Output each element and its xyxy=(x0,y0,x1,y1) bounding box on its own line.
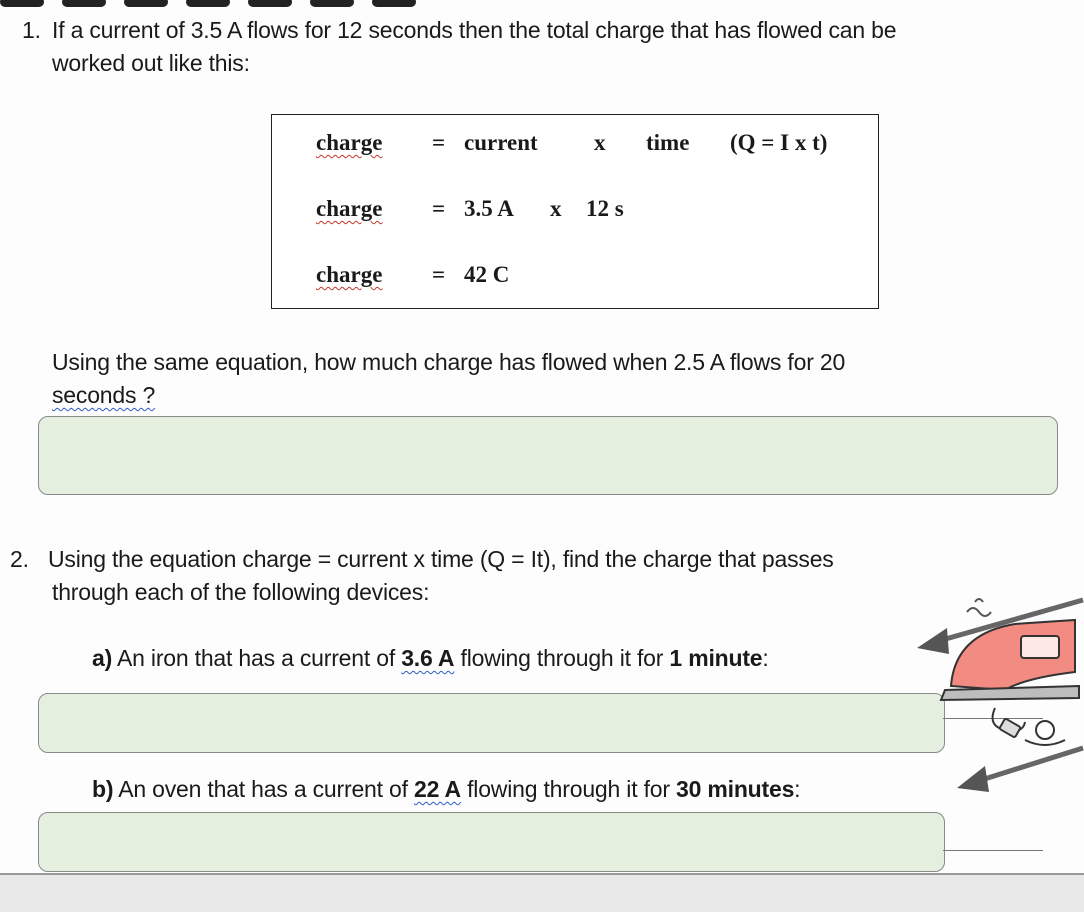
row1-equals: = xyxy=(432,130,446,155)
q2a-current-value: 3.6 A xyxy=(401,645,455,671)
q1-text-line1: If a current of 3.5 A flows for 12 seconds then the total charge that has flowed can be xyxy=(52,17,897,43)
q2-text-line1: Using the equation charge = current x time (Q = It), find the charge that passes xyxy=(48,546,834,572)
worked-example-box xyxy=(271,114,879,309)
q2b-time-value: 30 minutes xyxy=(676,776,795,802)
q2b-answer-box[interactable] xyxy=(38,812,945,872)
row2-equals: = xyxy=(432,196,446,221)
q2b-text-mid: flowing through it for xyxy=(460,776,677,802)
q2-text-line2: through each of the following devices: xyxy=(52,579,430,605)
row1-times: x xyxy=(594,130,606,155)
row1-time: time xyxy=(646,130,690,155)
row1-lhs: charge xyxy=(316,130,383,155)
row3-equals: = xyxy=(432,262,446,287)
q1-answer-box[interactable] xyxy=(38,416,1058,495)
q2b-label: b) xyxy=(92,776,114,802)
q1-question-line1: Using the same equation, how much charge has flowed when 2.5 A flows for 20 xyxy=(52,349,846,375)
q2b-text-pre: An oven that has a current of xyxy=(113,776,414,802)
iron-illustration xyxy=(905,590,1084,870)
q1-text-line2: worked out like this: xyxy=(52,50,250,76)
footer-strip xyxy=(0,873,1084,912)
q1-question-line2: seconds ? xyxy=(52,382,156,408)
q2a-answer-box[interactable] xyxy=(38,693,945,753)
q2b-text-end: : xyxy=(794,776,801,802)
row2-time: 12 s xyxy=(586,196,624,221)
arrow-icon xyxy=(957,748,1083,792)
q2b-prompt xyxy=(92,773,800,805)
cropped-heading-decoration xyxy=(0,0,1084,6)
q2a-text-pre: An iron that has a current of xyxy=(112,645,402,671)
row1-formula: (Q = I x t) xyxy=(730,130,828,155)
q2a-label: a) xyxy=(92,645,113,671)
row1-current: current xyxy=(464,130,538,155)
row3-result: 42 C xyxy=(464,262,510,287)
row3-lhs: charge xyxy=(316,262,383,287)
row2-times: x xyxy=(550,196,562,221)
row2-lhs: charge xyxy=(316,196,383,221)
q1-number: 1. xyxy=(22,17,41,43)
q2a-text-mid: flowing through it for xyxy=(454,645,670,671)
q2a-time-value: 1 minute xyxy=(669,645,763,671)
q2-number: 2. xyxy=(10,546,29,572)
row2-current: 3.5 A xyxy=(464,196,514,221)
q2a-prompt xyxy=(92,642,769,674)
q2a-text-end: : xyxy=(762,645,769,671)
q2b-current-value: 22 A xyxy=(413,776,461,802)
